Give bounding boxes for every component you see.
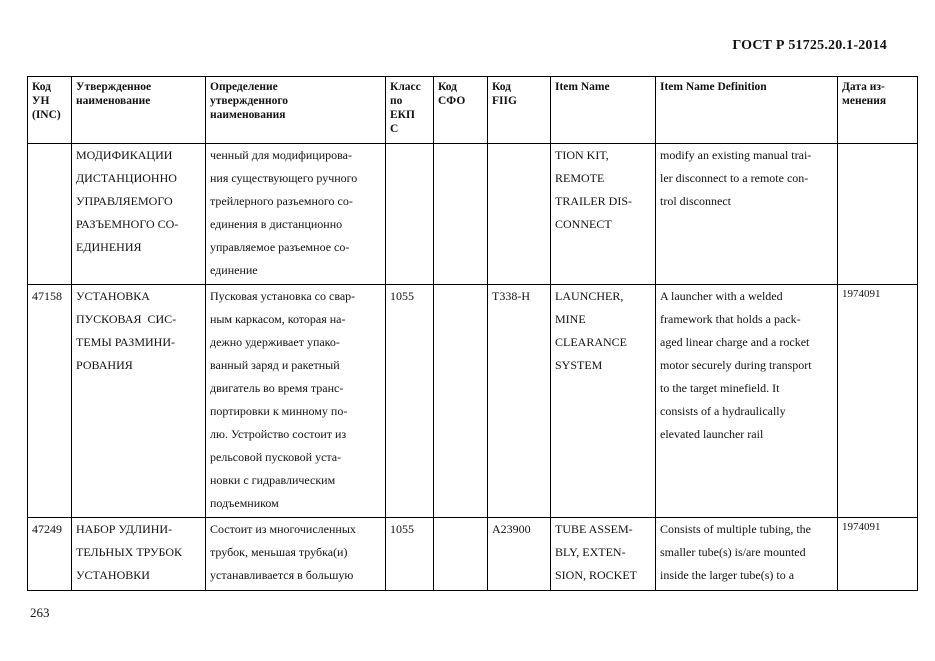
column-header-item-name-definition: Item Name Definition	[656, 77, 838, 144]
cell-change-date	[838, 144, 918, 285]
cell-item-name-definition: modify an existing manual trai- ler disconnect to a remote con- trol disconnect	[656, 144, 838, 285]
document-standard-number: ГОСТ Р 51725.20.1-2014	[732, 38, 887, 53]
column-header-fiig-code: Код FIIG	[488, 77, 551, 144]
cell-approved-name: МОДИФИКАЦИИ ДИСТАНЦИОННО УПРАВЛЯЕМОГО РАЗЪЕМНОГО СО- ЕДИНЕНИЯ	[72, 144, 206, 285]
cell-approved-name: УСТАНОВКА ПУСКОВАЯ СИС- ТЕМЫ РАЗМИНИ- РОВАНИЯ	[72, 285, 206, 518]
cell-class	[386, 144, 434, 285]
cell-inc-code: 47158	[28, 285, 72, 518]
column-header-item-name: Item Name	[551, 77, 656, 144]
cell-change-date: 1974091	[838, 518, 918, 591]
table-row	[28, 285, 918, 518]
cell-item-name-definition: Consists of multiple tubing, the smaller tube(s) is/are mounted inside the larger tube(s) to a	[656, 518, 838, 591]
cell-definition: ченный для модифицирова- ния существующего ручного трейлерного разъемного со- единения в дистанционно управляемое разъемное со- единение	[206, 144, 386, 285]
cell-item-name-definition: A launcher with a welded framework that holds a pack- aged linear charge and a rocket motor securely during transport to the target minefield. It consists of a hydraulically elevated launcher rail	[656, 285, 838, 518]
column-header-approved-name: Утвержденное наименование	[72, 77, 206, 144]
cell-fiig-code: T338-H	[488, 285, 551, 518]
table-row	[28, 144, 918, 285]
column-header-definition: Определение утвержденного наименования	[206, 77, 386, 144]
cell-class: 1055	[386, 285, 434, 518]
column-header-inc-code: Код УН (INC)	[28, 77, 72, 144]
cell-class: 1055	[386, 518, 434, 591]
column-header-change-date: Дата из- менения	[838, 77, 918, 144]
cell-change-date: 1974091	[838, 285, 918, 518]
page-number: 263	[30, 605, 50, 620]
nomenclature-table	[27, 76, 918, 591]
cell-item-name: LAUNCHER, MINE CLEARANCE SYSTEM	[551, 285, 656, 518]
column-header-class: Класс по ЕКП С	[386, 77, 434, 144]
cell-fiig-code	[488, 144, 551, 285]
cell-inc-code: 47249	[28, 518, 72, 591]
cell-definition: Пусковая установка со свар- ным каркасом, которая на- дежно удерживает упако- ванный заряд и ракетный двигатель во время транс- портировки к минному по- лю. Устройство состоит из рельсовой пусковой уста- новки с гидравлическим подъемником	[206, 285, 386, 518]
cell-sfo-code	[434, 518, 488, 591]
cell-item-name: TUBE ASSEM- BLY, EXTEN- SION, ROCKET	[551, 518, 656, 591]
cell-item-name: TION KIT, REMOTE TRAILER DIS- CONNECT	[551, 144, 656, 285]
cell-approved-name: НАБОР УДЛИНИ- ТЕЛЬНЫХ ТРУБОК УСТАНОВКИ	[72, 518, 206, 591]
cell-sfo-code	[434, 285, 488, 518]
cell-sfo-code	[434, 144, 488, 285]
column-header-sfo-code: Код СФО	[434, 77, 488, 144]
cell-definition: Состоит из многочисленных трубок, меньшая трубка(и) устанавливается в большую	[206, 518, 386, 591]
cell-inc-code	[28, 144, 72, 285]
table-row	[28, 518, 918, 591]
table-header-row	[28, 77, 918, 144]
cell-fiig-code: A23900	[488, 518, 551, 591]
